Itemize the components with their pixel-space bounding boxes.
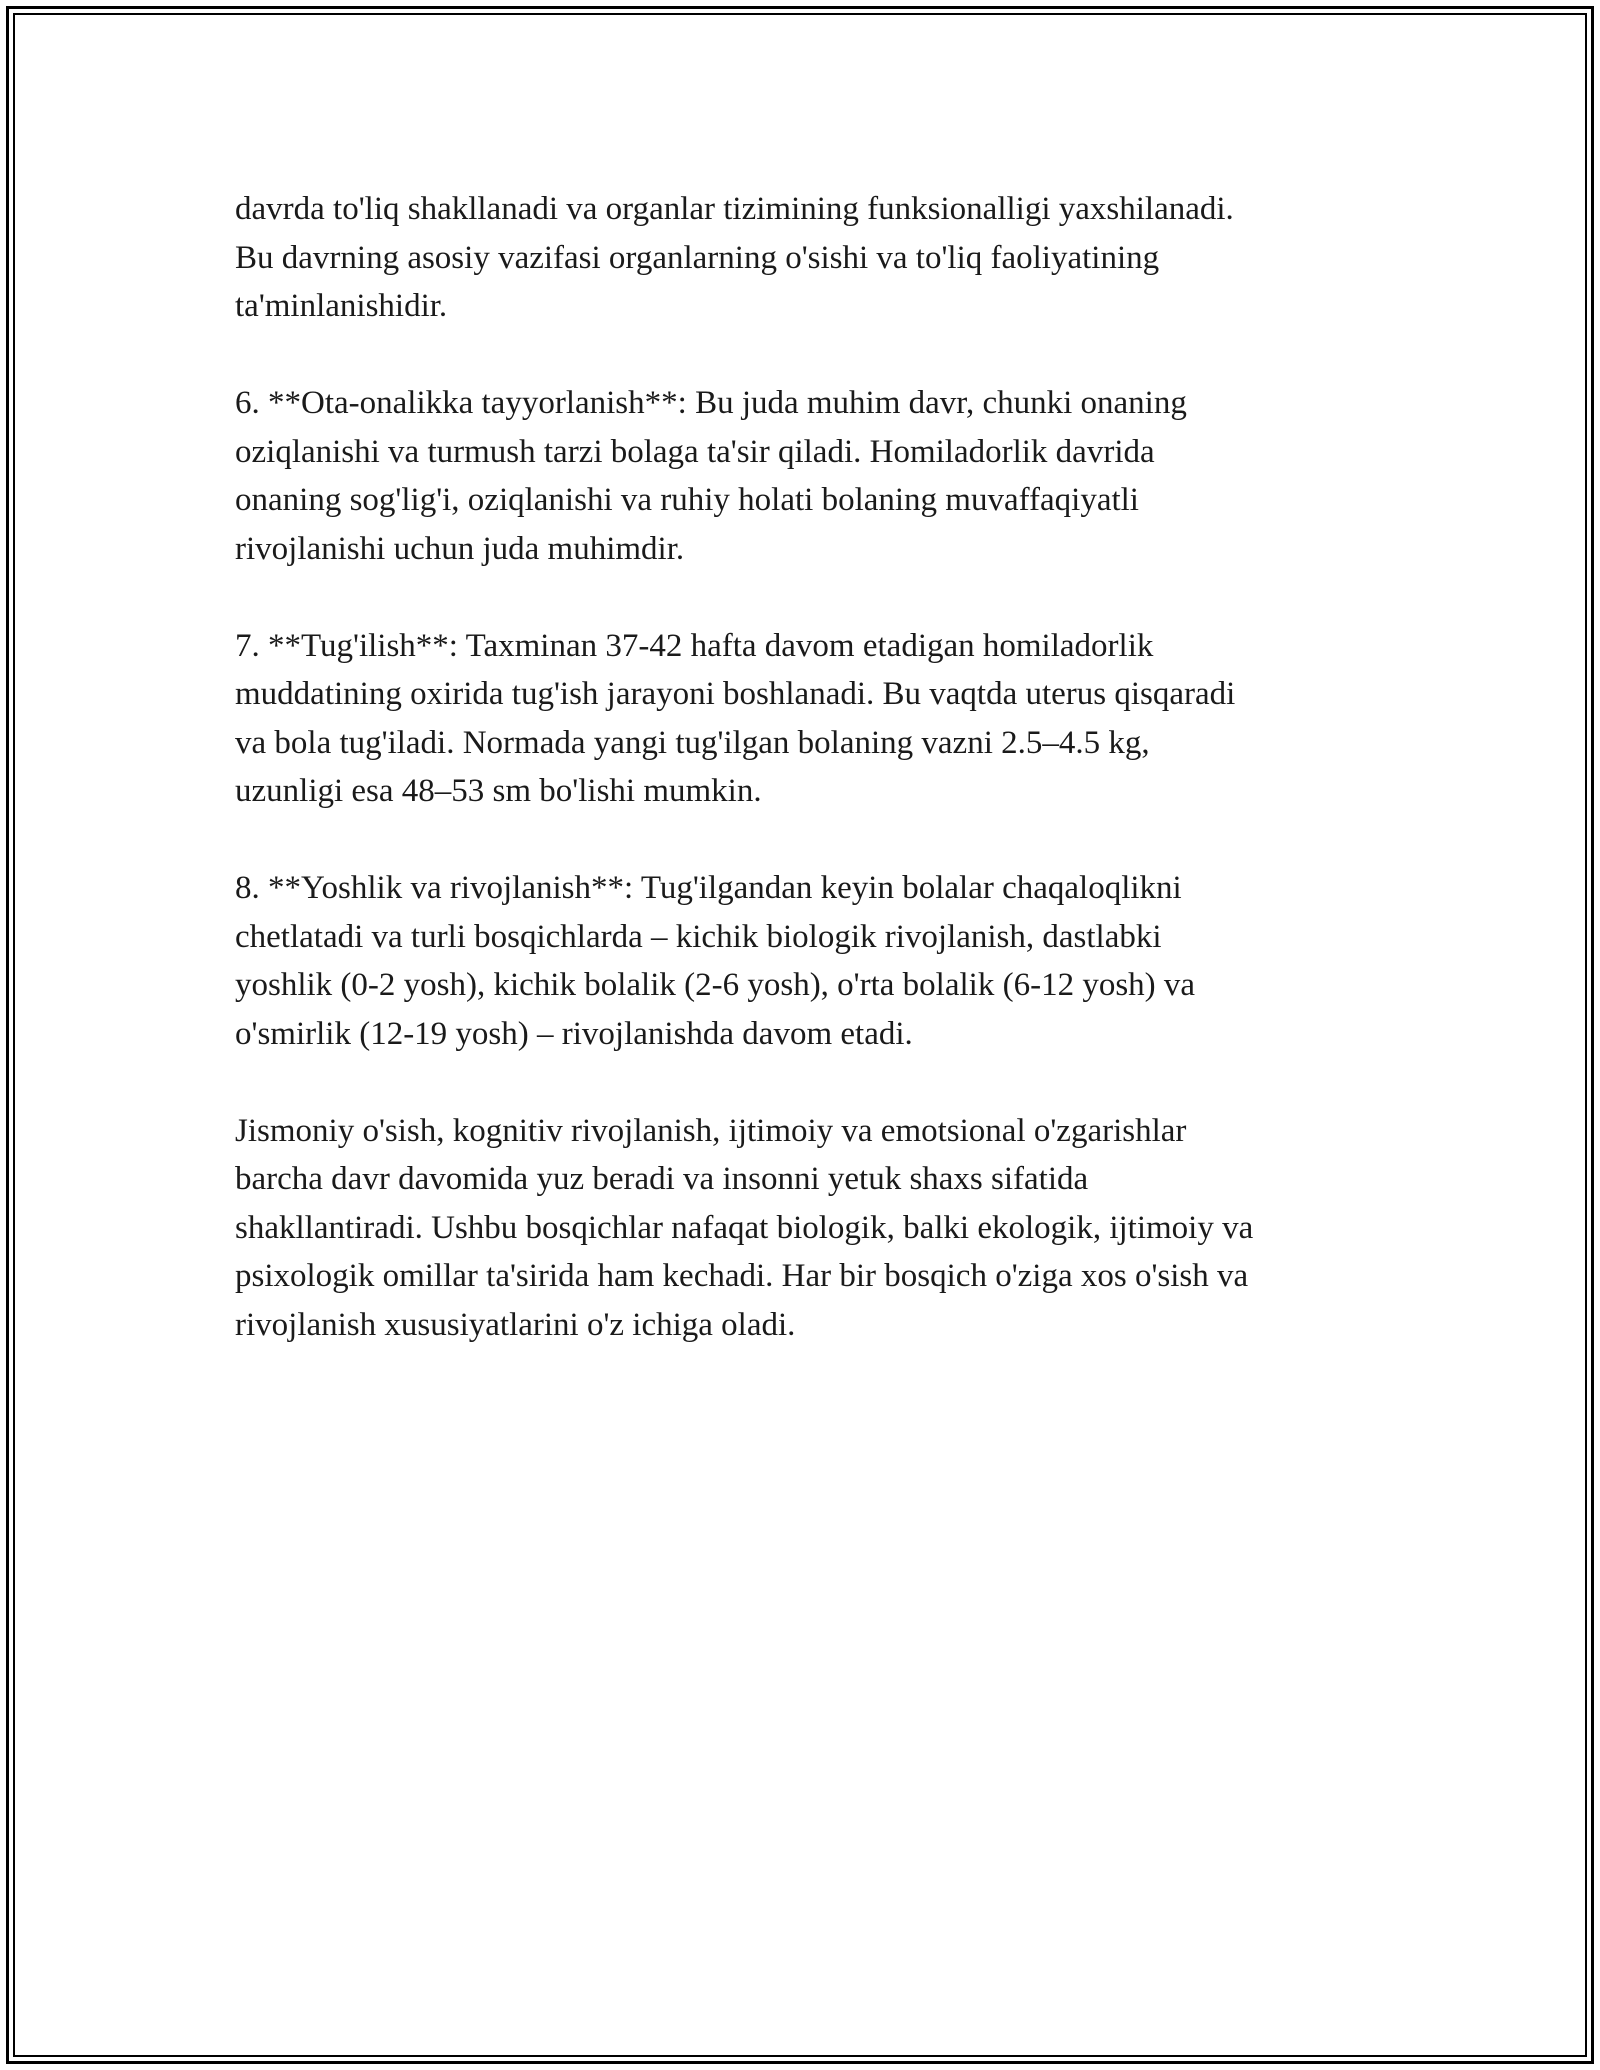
document-body [235,185,1375,1398]
paragraph-continuation: davrda to'liq shakllanadi va organlar tizimining funksionalligi yaxshilanadi. Bu davrning asosiy vazifasi organlarning o'sishi va to'liq faoliyatining ta'minlanishidir. [235,191,1234,324]
paragraph-item-8: 8. **Yoshlik va rivojlanish**: Tug'ilgandan keyin bolalar chaqaloqlikni chetlatadi va turli bosqichlarda – kichik biologik rivojlanish, dastlabki yoshlik (0-2 yosh), kichik bolalik (2-6 yosh), o'rta bolalik (6-12 yosh) va o'smirlik (12-19 yosh) – rivojlanishda davom etadi. [235,870,1196,1052]
paragraph-summary: Jismoniy o'sish, kognitiv rivojlanish, ijtimoiy va emotsional o'zgarishlar barcha davr davomida yuz beradi va insonni yetuk shaxs sifatida shakllantiradi. Ushbu bosqichlar nafaqat biologik, balki ekologik, ijtimoiy va psixologik omillar ta'sirida ham kechadi. Har bir bosqich o'ziga xos o'sish va rivojlanish xususiyatlarini o'z ichiga oladi. [235,1112,1254,1343]
paragraph-item-6: 6. **Ota-onalikka tayyorlanish**: Bu juda muhim davr, chunki onaning oziqlanishi va turmush tarzi bolaga ta'sir qiladi. Homiladorlik davrida onaning sog'lig'i, oziqlanishi va ruhiy holati bolaning muvaffaqiyatli rivojlanishi uchun juda muhimdir. [235,385,1187,567]
paragraph-item-7: 7. **Tug'ilish**: Taxminan 37-42 hafta davom etadigan homiladorlik muddatining oxirida tug'ish jarayoni boshlanadi. Bu vaqtda uterus qisqaradi va bola tug'iladi. Normada yangi tug'ilgan bolaning vazni 2.5–4.5 kg, uzunligi esa 48–53 sm bo'lishi mumkin. [235,627,1236,809]
